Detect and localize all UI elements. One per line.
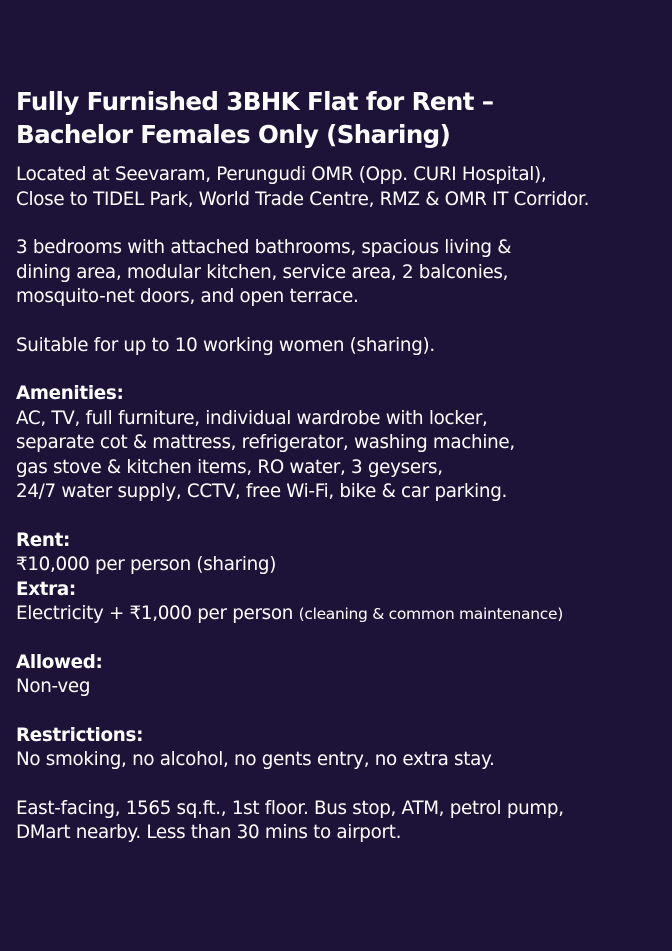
allowed-value: Non-veg bbox=[16, 676, 91, 697]
extra-note: (cleaning & common maintenance) bbox=[298, 605, 563, 623]
restrictions-heading: Restrictions: bbox=[16, 724, 144, 746]
rent-heading: Rent: bbox=[16, 529, 71, 551]
details-line-1: East-facing, 1565 sq.ft., 1st floor. Bus stop, ATM, petrol pump, bbox=[16, 797, 564, 819]
extra-heading: Extra: bbox=[16, 578, 76, 600]
location-line-2: Close to TIDEL Park, World Trade Centre, RMZ & OMR IT Corridor. bbox=[16, 188, 590, 210]
amenities-line-4: 24/7 water supply, CCTV, free Wi-Fi, bike & car parking. bbox=[16, 481, 508, 502]
amenities-line-1: AC, TV, full furniture, individual wardrobe with locker, bbox=[16, 407, 488, 429]
restrictions-section bbox=[16, 724, 662, 773]
restrictions-value: No smoking, no alcohol, no gents entry, no extra stay. bbox=[16, 749, 495, 770]
rent-section bbox=[16, 529, 662, 627]
amenities-line-3: gas stove & kitchen items, RO water, 3 geysers, bbox=[16, 456, 443, 478]
details-paragraph bbox=[16, 797, 662, 846]
layout-line-2: dining area, modular kitchen, service area, 2 balconies, bbox=[16, 261, 509, 283]
title-line-1: Fully Furnished 3BHK Flat for Rent – bbox=[16, 87, 494, 116]
details-line-2: DMart nearby. Less than 30 mins to airport. bbox=[16, 822, 402, 843]
layout-line-3: mosquito-net doors, and open terrace. bbox=[16, 286, 359, 307]
suitability-text: Suitable for up to 10 working women (sharing). bbox=[16, 334, 435, 356]
layout-paragraph bbox=[16, 236, 662, 310]
extra-value: Electricity + ₹1,000 per person bbox=[16, 603, 294, 624]
title-line-2: Bachelor Females Only (Sharing) bbox=[16, 120, 451, 149]
allowed-heading: Allowed: bbox=[16, 651, 103, 673]
location-paragraph bbox=[16, 163, 662, 212]
listing-title bbox=[16, 85, 662, 151]
amenities-line-2: separate cot & mattress, refrigerator, washing machine, bbox=[16, 432, 515, 453]
layout-line-1: 3 bedrooms with attached bathrooms, spacious living & bbox=[16, 237, 512, 258]
amenities-heading: Amenities: bbox=[16, 383, 124, 404]
extra-line bbox=[16, 602, 662, 627]
location-line-1: Located at Seevaram, Perungudi OMR (Opp. CURI Hospital), bbox=[16, 164, 547, 185]
allowed-section bbox=[16, 651, 662, 700]
amenities-section bbox=[16, 382, 662, 505]
rent-value: ₹10,000 per person (sharing) bbox=[16, 554, 277, 575]
